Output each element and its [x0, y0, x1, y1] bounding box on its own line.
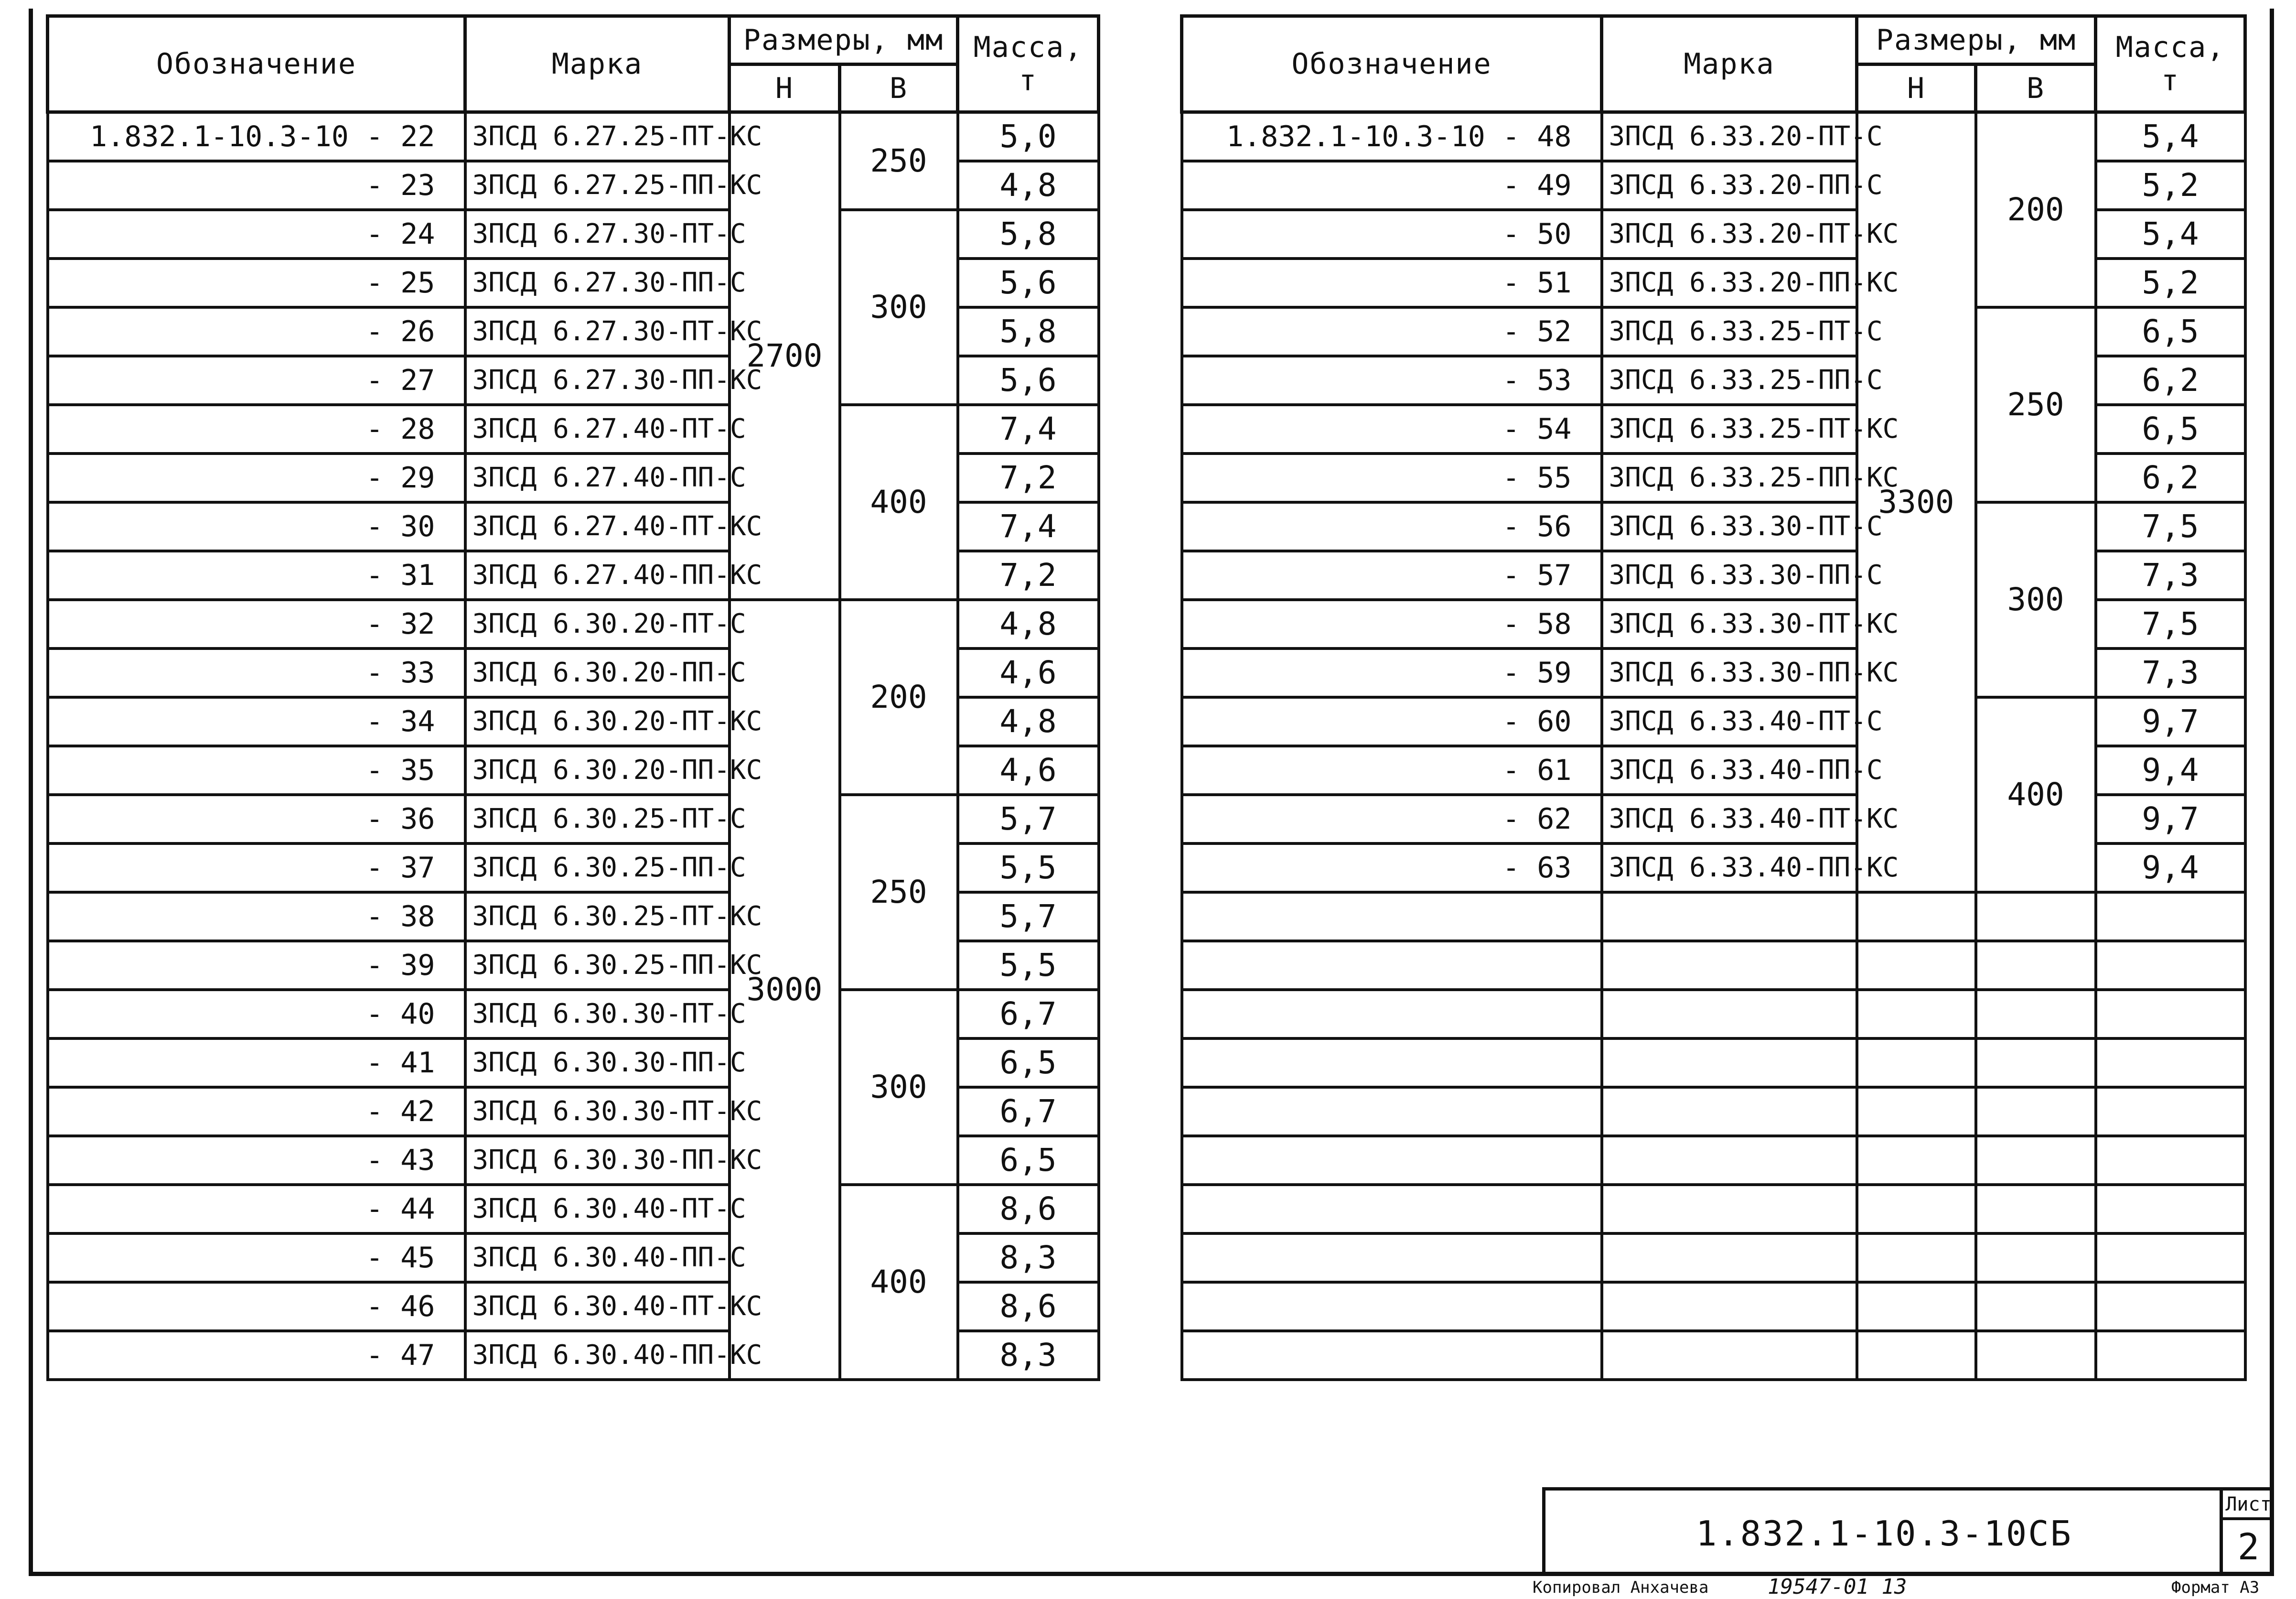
mark-cell: 3ПСД 6.33.40-ПП-КС [1602, 843, 1857, 892]
empty-cell [2096, 1038, 2245, 1087]
mass-cell: 7,2 [958, 551, 1099, 600]
mass-cell: 5,8 [958, 307, 1099, 356]
mass-cell: 5,5 [958, 843, 1099, 892]
designation-cell: - 45 [48, 1233, 465, 1282]
empty-cell [1602, 1185, 1857, 1233]
empty-cell [1602, 990, 1857, 1038]
empty-cell [1182, 941, 1602, 990]
designation-cell: - 61 [1182, 746, 1602, 795]
mark-cell: 3ПСД 6.33.20-ПТ-С [1602, 112, 1857, 161]
mark-cell: 3ПСД 6.33.30-ПП-КС [1602, 648, 1857, 697]
right-table-body [1182, 112, 2245, 1380]
designation-cell: - 43 [48, 1136, 465, 1185]
designation-cell: - 49 [1182, 161, 1602, 210]
mark-cell: 3ПСД 6.33.25-ПП-С [1602, 356, 1857, 405]
empty-cell [2096, 941, 2245, 990]
empty-cell [1976, 1087, 2096, 1136]
mark-cell: 3ПСД 6.27.40-ПТ-С [465, 405, 730, 454]
header-h: Н [730, 65, 840, 112]
designation-cell: - 62 [1182, 795, 1602, 843]
empty-cell [1976, 990, 2096, 1038]
designation-cell: - 50 [1182, 210, 1602, 259]
mass-cell: 5,2 [2096, 161, 2245, 210]
empty-cell [1602, 1038, 1857, 1087]
designation-cell: 1.832.1-10.3-10 - 48 [1182, 112, 1602, 161]
mark-cell: 3ПСД 6.27.25-ПТ-КС [465, 112, 730, 161]
mark-cell: 3ПСД 6.33.30-ПТ-КС [1602, 600, 1857, 648]
empty-cell [1976, 1233, 2096, 1282]
mass-cell: 6,7 [958, 990, 1099, 1038]
designation-cell: - 58 [1182, 600, 1602, 648]
empty-cell [1182, 1233, 1602, 1282]
table-row [48, 210, 1099, 259]
header-mark: Марка [1602, 16, 1857, 112]
mark-cell: 3ПСД 6.30.20-ПП-С [465, 648, 730, 697]
empty-cell [1182, 1185, 1602, 1233]
designation-cell: - 34 [48, 697, 465, 746]
left-table-body [48, 112, 1099, 1380]
mass-cell: 9,7 [2096, 697, 2245, 746]
designation-cell: - 53 [1182, 356, 1602, 405]
mark-cell: 3ПСД 6.30.40-ПТ-С [465, 1185, 730, 1233]
mass-cell: 4,6 [958, 746, 1099, 795]
designation-cell: - 60 [1182, 697, 1602, 746]
mass-cell: 7,4 [958, 502, 1099, 551]
mark-cell: 3ПСД 6.30.20-ПП-КС [465, 746, 730, 795]
designation-cell: - 28 [48, 405, 465, 454]
designation-cell: - 56 [1182, 502, 1602, 551]
empty-cell [2096, 1233, 2245, 1282]
table-row [1182, 307, 2245, 356]
format-label: Формат А3 [2171, 1578, 2260, 1597]
empty-cell [1602, 1282, 1857, 1331]
empty-cell [1857, 1185, 1976, 1233]
mark-cell: 3ПСД 6.27.25-ПП-КС [465, 161, 730, 210]
mark-cell: 3ПСД 6.33.20-ПП-С [1602, 161, 1857, 210]
mass-cell: 6,5 [2096, 405, 2245, 454]
designation-cell: - 39 [48, 941, 465, 990]
mass-cell: 4,8 [958, 600, 1099, 648]
sheet-label: Лист [2223, 1491, 2274, 1520]
mass-cell: 5,4 [2096, 112, 2245, 161]
designation-cell: - 44 [48, 1185, 465, 1233]
empty-row [1182, 892, 2245, 941]
mass-cell: 5,6 [958, 356, 1099, 405]
designation-cell: - 41 [48, 1038, 465, 1087]
empty-row [1182, 1233, 2245, 1282]
mark-cell: 3ПСД 6.27.40-ПП-С [465, 454, 730, 502]
designation-cell: - 57 [1182, 551, 1602, 600]
mass-cell: 7,5 [2096, 502, 2245, 551]
mark-cell: 3ПСД 6.27.40-ПТ-КС [465, 502, 730, 551]
empty-cell [2096, 990, 2245, 1038]
width-cell: 300 [840, 210, 958, 405]
mark-cell: 3ПСД 6.30.40-ПП-КС [465, 1331, 730, 1380]
mark-cell: 3ПСД 6.27.30-ПП-КС [465, 356, 730, 405]
designation-cell: - 42 [48, 1087, 465, 1136]
mass-cell: 9,4 [2096, 746, 2245, 795]
mark-cell: 3ПСД 6.30.20-ПТ-С [465, 600, 730, 648]
designation-cell: - 46 [48, 1282, 465, 1331]
empty-cell [1182, 1136, 1602, 1185]
empty-cell [1976, 941, 2096, 990]
empty-cell [2096, 1087, 2245, 1136]
empty-cell [1182, 892, 1602, 941]
designation-cell: - 24 [48, 210, 465, 259]
mass-cell: 7,3 [2096, 648, 2245, 697]
designation-cell: - 32 [48, 600, 465, 648]
designation-cell: - 59 [1182, 648, 1602, 697]
width-cell: 400 [1976, 697, 2096, 892]
header-designation: Обозначение [1182, 16, 1602, 112]
header-mark: Марка [465, 16, 730, 112]
mass-cell: 5,4 [2096, 210, 2245, 259]
width-cell: 200 [1976, 112, 2096, 307]
empty-cell [2096, 1331, 2245, 1380]
empty-cell [1857, 1136, 1976, 1185]
mark-cell: 3ПСД 6.33.25-ПТ-КС [1602, 405, 1857, 454]
header-mass-unit: т [1019, 64, 1038, 97]
empty-cell [1857, 990, 1976, 1038]
empty-row [1182, 1038, 2245, 1087]
mass-cell: 5,6 [958, 259, 1099, 307]
designation-cell: - 38 [48, 892, 465, 941]
designation-cell: - 29 [48, 454, 465, 502]
mass-cell: 6,7 [958, 1087, 1099, 1136]
mark-cell: 3ПСД 6.30.30-ПП-С [465, 1038, 730, 1087]
designation-cell: - 23 [48, 161, 465, 210]
mass-cell: 7,3 [2096, 551, 2245, 600]
empty-row [1182, 1136, 2245, 1185]
empty-row [1182, 941, 2245, 990]
designation-cell: - 25 [48, 259, 465, 307]
table-row [48, 405, 1099, 454]
mark-cell: 3ПСД 6.33.40-ПП-С [1602, 746, 1857, 795]
mass-cell: 7,5 [2096, 600, 2245, 648]
empty-cell [1976, 1185, 2096, 1233]
empty-cell [2096, 1282, 2245, 1331]
width-cell: 400 [840, 405, 958, 600]
sheet-box [2220, 1491, 2274, 1576]
mass-cell: 5,7 [958, 795, 1099, 843]
designation-cell: - 37 [48, 843, 465, 892]
width-cell: 300 [1976, 502, 2096, 697]
empty-row [1182, 1087, 2245, 1136]
mark-cell: 3ПСД 6.30.30-ПТ-КС [465, 1087, 730, 1136]
header-sizes: Размеры, мм [730, 16, 958, 65]
mark-cell: 3ПСД 6.27.30-ПТ-С [465, 210, 730, 259]
empty-cell [1857, 892, 1976, 941]
empty-row [1182, 1282, 2245, 1331]
designation-cell: - 55 [1182, 454, 1602, 502]
mass-cell: 5,0 [958, 112, 1099, 161]
header-mass-label: Масса, [2115, 31, 2225, 64]
empty-cell [1602, 1331, 1857, 1380]
mark-cell: 3ПСД 6.33.20-ПП-КС [1602, 259, 1857, 307]
header-b: В [1976, 65, 2096, 112]
width-cell: 400 [840, 1185, 958, 1380]
mark-cell: 3ПСД 6.30.25-ПТ-С [465, 795, 730, 843]
header-mass-label: Масса, [973, 31, 1083, 64]
table-row [48, 600, 1099, 648]
width-cell: 250 [1976, 307, 2096, 502]
empty-cell [1857, 1087, 1976, 1136]
mass-cell: 5,2 [2096, 259, 2245, 307]
height-cell: 2700 [730, 112, 840, 600]
empty-cell [1976, 892, 2096, 941]
mark-cell: 3ПСД 6.33.30-ПП-С [1602, 551, 1857, 600]
sheet-number: 2 [2237, 1525, 2260, 1568]
mass-cell: 5,8 [958, 210, 1099, 259]
empty-cell [1602, 1136, 1857, 1185]
mass-cell: 4,8 [958, 697, 1099, 746]
mass-cell: 8,3 [958, 1233, 1099, 1282]
height-cell: 3000 [730, 600, 840, 1380]
mark-cell: 3ПСД 6.30.30-ПТ-С [465, 990, 730, 1038]
header-mass-unit: т [2161, 64, 2180, 97]
header-mass [2096, 16, 2245, 112]
designation-cell: - 27 [48, 356, 465, 405]
width-cell: 200 [840, 600, 958, 795]
table-row [1182, 502, 2245, 551]
designation-cell: - 40 [48, 990, 465, 1038]
empty-cell [1976, 1282, 2096, 1331]
empty-cell [1857, 1282, 1976, 1331]
designation-cell: 1.832.1-10.3-10 - 22 [48, 112, 465, 161]
header-sizes: Размеры, мм [1857, 16, 2096, 65]
empty-cell [1602, 1087, 1857, 1136]
empty-cell [1857, 1331, 1976, 1380]
mass-cell: 6,5 [2096, 307, 2245, 356]
empty-cell [1602, 941, 1857, 990]
empty-cell [1182, 1038, 1602, 1087]
mass-cell: 6,5 [958, 1136, 1099, 1185]
table-row [48, 795, 1099, 843]
empty-row [1182, 1185, 2245, 1233]
empty-cell [1857, 941, 1976, 990]
mass-cell: 5,5 [958, 941, 1099, 990]
mark-cell: 3ПСД 6.30.20-ПТ-КС [465, 697, 730, 746]
empty-cell [1602, 1233, 1857, 1282]
header-h: Н [1857, 65, 1976, 112]
designation-cell: - 47 [48, 1331, 465, 1380]
designation-cell: - 36 [48, 795, 465, 843]
empty-row [1182, 990, 2245, 1038]
designation-cell: - 52 [1182, 307, 1602, 356]
header-designation: Обозначение [48, 16, 465, 112]
mark-cell: 3ПСД 6.33.40-ПТ-КС [1602, 795, 1857, 843]
designation-cell: - 54 [1182, 405, 1602, 454]
mark-cell: 3ПСД 6.30.25-ПТ-КС [465, 892, 730, 941]
table-row [1182, 112, 2245, 161]
mark-cell: 3ПСД 6.30.25-ПП-С [465, 843, 730, 892]
mark-cell: 3ПСД 6.33.20-ПТ-КС [1602, 210, 1857, 259]
designation-cell: - 26 [48, 307, 465, 356]
empty-cell [2096, 1136, 2245, 1185]
width-cell: 300 [840, 990, 958, 1185]
empty-cell [1976, 1136, 2096, 1185]
designation-cell: - 63 [1182, 843, 1602, 892]
table-row [1182, 697, 2245, 746]
empty-cell [2096, 1185, 2245, 1233]
mark-cell: 3ПСД 6.33.30-ПТ-С [1602, 502, 1857, 551]
height-cell: 3300 [1857, 112, 1976, 892]
mark-cell: 3ПСД 6.27.40-ПП-КС [465, 551, 730, 600]
right-spec-table [1180, 14, 2247, 1381]
mass-cell: 5,7 [958, 892, 1099, 941]
empty-row [1182, 1331, 2245, 1380]
designation-cell: - 31 [48, 551, 465, 600]
empty-cell [1182, 1282, 1602, 1331]
mark-cell: 3ПСД 6.33.40-ПТ-С [1602, 697, 1857, 746]
mass-cell: 6,2 [2096, 356, 2245, 405]
empty-cell [1857, 1233, 1976, 1282]
table-row [48, 990, 1099, 1038]
designation-cell: - 30 [48, 502, 465, 551]
mark-cell: 3ПСД 6.33.25-ПП-КС [1602, 454, 1857, 502]
mark-cell: 3ПСД 6.30.30-ПП-КС [465, 1136, 730, 1185]
mass-cell: 8,6 [958, 1282, 1099, 1331]
width-cell: 250 [840, 112, 958, 210]
mass-cell: 7,2 [958, 454, 1099, 502]
mass-cell: 4,6 [958, 648, 1099, 697]
mark-cell: 3ПСД 6.27.30-ПП-С [465, 259, 730, 307]
empty-cell [1182, 1331, 1602, 1380]
width-cell: 250 [840, 795, 958, 990]
mass-cell: 6,2 [2096, 454, 2245, 502]
designation-cell: - 33 [48, 648, 465, 697]
designation-cell: - 51 [1182, 259, 1602, 307]
document-code: 1.832.1-10.3-10СБ [1696, 1513, 2072, 1554]
empty-cell [1602, 892, 1857, 941]
mark-cell: 3ПСД 6.33.25-ПТ-С [1602, 307, 1857, 356]
copied-by: Копировал Анхачева [1533, 1578, 1709, 1597]
mark-cell: 3ПСД 6.30.40-ПТ-КС [465, 1282, 730, 1331]
table-row [48, 112, 1099, 161]
header-b: В [840, 65, 958, 112]
empty-cell [1182, 990, 1602, 1038]
mass-cell: 9,4 [2096, 843, 2245, 892]
mass-cell: 4,8 [958, 161, 1099, 210]
empty-cell [2096, 892, 2245, 941]
mass-cell: 8,6 [958, 1185, 1099, 1233]
empty-cell [1976, 1038, 2096, 1087]
mass-cell: 6,5 [958, 1038, 1099, 1087]
mark-cell: 3ПСД 6.30.25-ПП-КС [465, 941, 730, 990]
empty-cell [1976, 1331, 2096, 1380]
table-row [48, 1185, 1099, 1233]
order-number: 19547-01 13 [1768, 1575, 1907, 1599]
mass-cell: 8,3 [958, 1331, 1099, 1380]
empty-cell [1857, 1038, 1976, 1087]
mass-cell: 9,7 [2096, 795, 2245, 843]
designation-cell: - 35 [48, 746, 465, 795]
header-mass [958, 16, 1099, 112]
mass-cell: 7,4 [958, 405, 1099, 454]
mark-cell: 3ПСД 6.27.30-ПТ-КС [465, 307, 730, 356]
title-block [1542, 1487, 2274, 1576]
empty-cell [1182, 1087, 1602, 1136]
mark-cell: 3ПСД 6.30.40-ПП-С [465, 1233, 730, 1282]
left-spec-table [46, 14, 1100, 1381]
